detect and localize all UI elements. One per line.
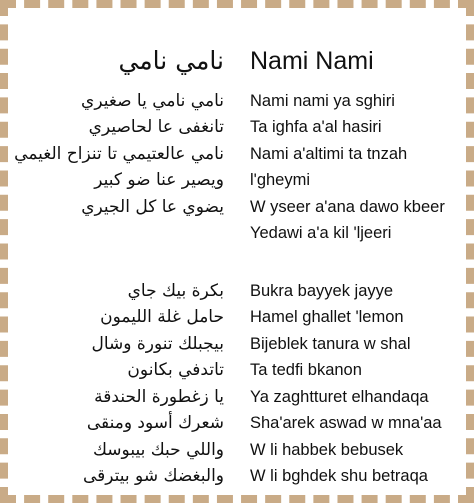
- lyric-transliteration: Ta ighfa a'al hasiri: [250, 118, 382, 136]
- song-title: [12, 44, 462, 78]
- lyric-transliteration: Ya zaghtturet elhandaqa: [250, 388, 429, 406]
- lyric-arabic: يضوي عا كل الجيري: [81, 197, 224, 217]
- lyric-arabic: والبغضك شو بيترقى: [82, 466, 224, 486]
- lyric-transliteration: W yseer a'ana dawo kbeer: [250, 198, 445, 216]
- lyric-line: [12, 88, 462, 114]
- lyric-arabic: بيجبلك تنورة وشال: [91, 334, 224, 354]
- lyric-arabic: ويصير عنا ضو كبير: [94, 170, 224, 190]
- title-arabic: نامي نامي: [118, 46, 224, 75]
- lyric-arabic: نامي نامي يا صغيري: [81, 91, 224, 111]
- lyric-line: [12, 304, 462, 330]
- lyric-transliteration: W li bghdek shu betraqa: [250, 467, 428, 485]
- lyric-arabic: واللي حبك بيبوسك: [92, 440, 224, 460]
- lyric-transliteration: Nami nami ya sghiri: [250, 92, 395, 110]
- lyric-line: [12, 141, 462, 167]
- lyric-transliteration: Nami a'altimi ta tnzah: [250, 145, 408, 163]
- lyric-line: [12, 463, 462, 489]
- lyric-arabic: حامل غلة الليمون: [100, 307, 224, 327]
- lyric-transliteration: W li habbek bebusek: [250, 441, 404, 459]
- lyrics-sheet: [12, 12, 462, 491]
- lyric-arabic: يا زغطورة الحندقة: [94, 387, 224, 407]
- lyric-line: [12, 220, 462, 246]
- title-transliteration: Nami Nami: [250, 47, 374, 75]
- lyric-transliteration: Yedawi a'a kil 'ljeeri: [250, 224, 392, 242]
- lyric-transliteration: l'gheymi: [250, 171, 311, 189]
- lyric-line: [12, 278, 462, 304]
- lyric-transliteration: Bukra bayyek jayye: [250, 282, 394, 300]
- lyric-transliteration: Hamel ghallet 'lemon: [250, 308, 404, 326]
- lyric-arabic: تانغفى عا لحاصيري: [88, 117, 224, 137]
- lyric-line: [12, 384, 462, 410]
- lyric-arabic: تاتدفي بكانون: [127, 360, 224, 380]
- lyric-transliteration: Sha'arek aswad w mna'aa: [250, 414, 442, 432]
- lyric-arabic: نامي عالعتيمي تا تنزاح الغيمي: [14, 144, 224, 164]
- lyric-line: [12, 437, 462, 463]
- lyric-line: [12, 114, 462, 140]
- lyric-arabic: شعرك أسود ومنقى: [86, 413, 224, 433]
- lyric-transliteration: Ta tedfi bkanon: [250, 361, 362, 379]
- lyric-line: [12, 194, 462, 220]
- lyric-line: [12, 410, 462, 436]
- lyric-transliteration: Bijeblek tanura w shal: [250, 335, 411, 353]
- lyric-arabic: بكرة بيك جاي: [127, 281, 224, 301]
- lyric-line: [12, 357, 462, 383]
- lyric-line: [12, 331, 462, 357]
- lyric-line: [12, 167, 462, 193]
